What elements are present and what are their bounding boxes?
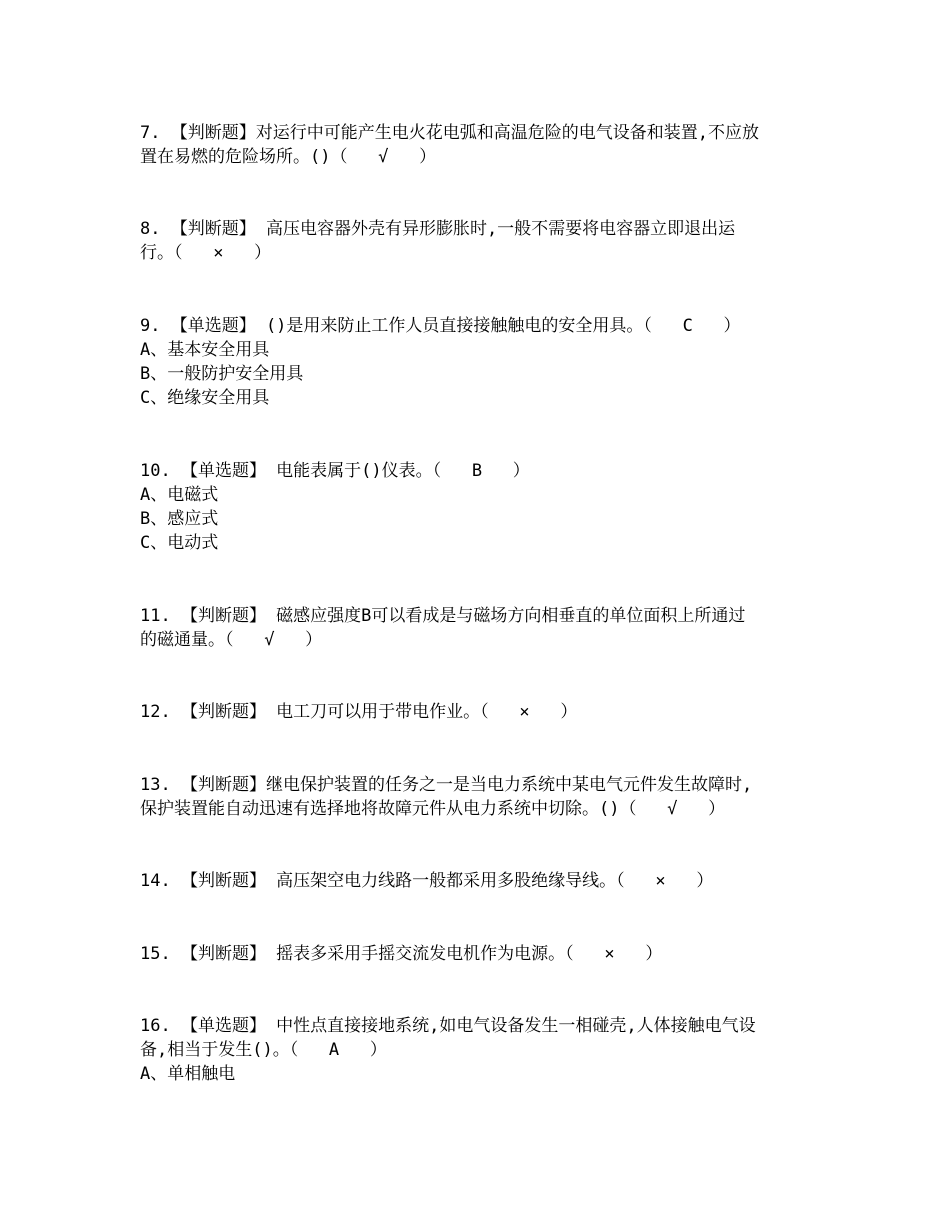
question-14-line-1: 14. 【判断题】 高压架空电力线路一般都采用多股绝缘导线。（ × ） [140, 871, 714, 891]
document-page [140, 0, 820, 1230]
question-16-line-1: 16. 【单选题】 中性点直接接地系统,如电气设备发生一相碰壳,人体接触电气设 [140, 1016, 756, 1036]
question-10-stem: 10. 【单选题】 电能表属于()仪表。（ B ） [140, 461, 530, 481]
question-13-line-1: 13. 【判断题】继电保护装置的任务之一是当电力系统中某电气元件发生故障时, [140, 775, 753, 795]
question-12-line-1: 12. 【判断题】 电工刀可以用于带电作业。（ × ） [140, 702, 578, 722]
question-9-option-c: C、绝缘安全用具 [140, 388, 270, 408]
question-11-line-2: 的磁通量。（ √ ） [140, 630, 323, 650]
question-9-option-b: B、一般防护安全用具 [140, 364, 304, 384]
question-9-stem: 9. 【单选题】 ()是用来防止工作人员直接接触触电的安全用具。（ C ） [140, 316, 741, 336]
question-8-line-1: 8. 【判断题】 高压电容器外壳有异形膨胀时,一般不需要将电容器立即退出运 [140, 219, 736, 239]
question-16-option-a: A、单相触电 [140, 1064, 236, 1084]
question-16-line-2: 备,相当于发生()。（ A ） [140, 1040, 387, 1060]
question-7-line-1: 7. 【判断题】对运行中可能产生电火花电弧和高温危险的电气设备和装置,不应放 [140, 123, 759, 143]
question-10-option-a: A、电磁式 [140, 485, 219, 505]
question-15-line-1: 15. 【判断题】 摇表多采用手摇交流发电机作为电源。（ × ） [140, 944, 663, 964]
question-11-line-1: 11. 【判断题】 磁感应强度B可以看成是与磁场方向相垂直的单位面积上所通过 [140, 606, 746, 626]
question-10-option-c: C、电动式 [140, 533, 219, 553]
question-8-line-2: 行。（ × ） [140, 243, 272, 263]
question-9-option-a: A、基本安全用具 [140, 340, 270, 360]
question-10-option-b: B、感应式 [140, 509, 219, 529]
question-7-line-2: 置在易燃的危险场所。()（ √ ） [140, 147, 437, 167]
question-13-line-2: 保护装置能自动迅速有选择地将故障元件从电力系统中切除。()（ √ ） [140, 799, 726, 819]
